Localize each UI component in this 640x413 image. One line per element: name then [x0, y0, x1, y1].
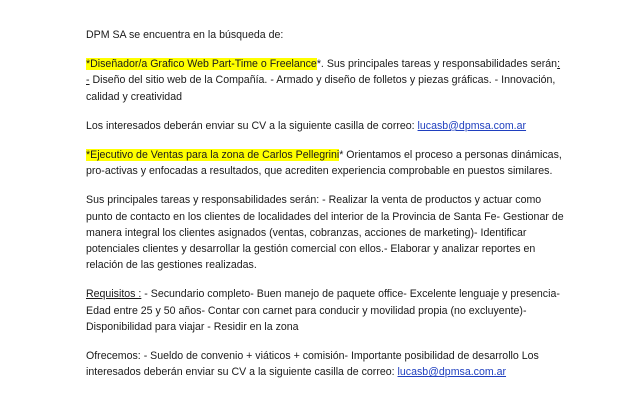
contact1-paragraph: [86, 118, 566, 134]
job1-paragraph: [86, 56, 566, 105]
job2-prefix: *: [86, 149, 91, 162]
job2-text: * Orientamos el proceso a personas dinámicas, pro-activas y enfocadas a resultados, que acrediten experiencia comprobable en puestos similares.: [86, 149, 562, 178]
contact1-email-link[interactable]: lucasb@dpmsa.com.ar: [417, 119, 527, 132]
job1-prefix: *: [86, 58, 91, 71]
job2-paragraph: [86, 147, 566, 179]
job1-text-b: Diseño del sitio web de la Compañía. - Armado y diseño de folletos y piezas gráficas. - Innovación, calidad y creatividad: [86, 74, 556, 103]
contact1-text: Los interesados deberán enviar su CV a la siguiente casilla de correo:: [86, 119, 418, 132]
job2-highlight: [86, 149, 339, 161]
intro-text: DPM SA se encuentra en la búsqueda de:: [86, 29, 284, 41]
job1-text-a: *. Sus principales tareas y responsabilidades serán: [316, 58, 558, 71]
tasks-paragraph: [86, 192, 566, 273]
requirements-paragraph: [86, 286, 566, 335]
requirements-text: - Secundario completo- Buen manejo de paquete office- Excelente lenguaje y presencia- Edad entre 25 y 50 años- Contar con carnet para conducir y movilidad propia (no excluyente)- Disponibilidad para viajar - Residir en la zona: [86, 288, 560, 333]
offer-email-link[interactable]: lucasb@dpmsa.com.ar: [397, 366, 507, 379]
intro-paragraph: [86, 27, 566, 43]
job1-colon-dash: : -: [86, 58, 561, 87]
tasks-text: Sus principales tareas y responsabilidades serán: - Realizar la venta de productos y actuar como punto de contacto en los clientes de localidades del interior de la Provincia de Santa Fe- Gestionar de manera integral los clientes asignados (ventas, cobranzas, acciones de marketing)- Identificar potenciales clientes y desarrollar la gestión comercial con ellos.- Elaborar y analizar reportes en relación de las gestiones realizadas.: [86, 194, 564, 272]
offer-text: Ofrecemos: - Sueldo de convenio + viáticos + comisión- Importante posibilidad de desarrollo Los interesados deberán enviar su CV a la siguiente casilla de correo:: [86, 350, 539, 379]
job1-title: Diseñador/a Grafico Web Part-Time o Freelance: [90, 58, 317, 71]
job1-highlight: [86, 58, 317, 70]
job2-title: Ejecutivo de Ventas para la zona de Carlos Pellegrini: [90, 149, 340, 162]
requirements-label: Requisitos :: [86, 288, 142, 301]
offer-paragraph: [86, 348, 566, 380]
document-body: [86, 27, 566, 393]
